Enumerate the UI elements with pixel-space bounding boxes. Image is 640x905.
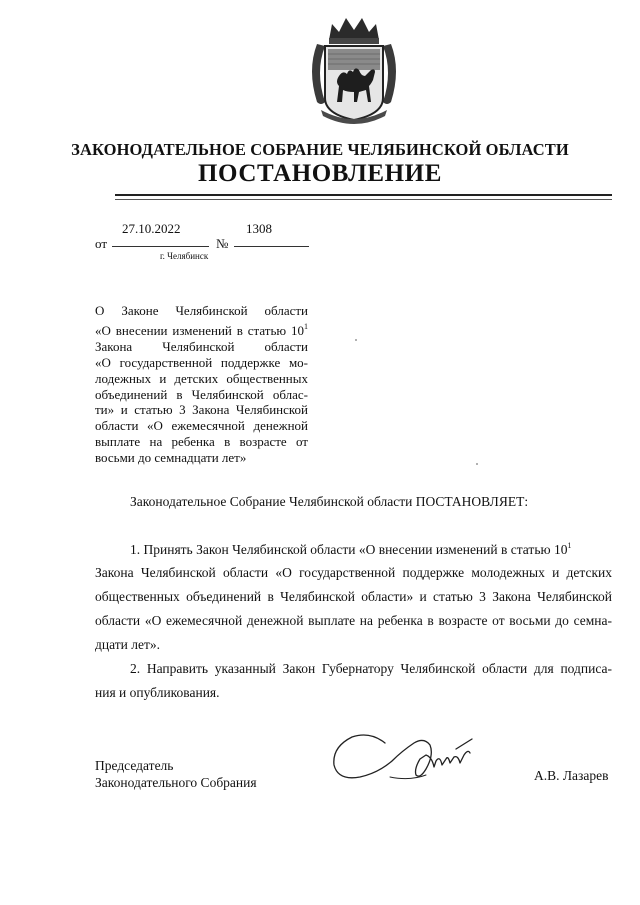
signatory-title [95, 757, 257, 791]
from-label: от [95, 236, 108, 251]
subject-line: «О внесении изменений в статью $10^1$ [95, 321, 308, 338]
handwritten-signature [330, 725, 480, 790]
scan-speck [355, 339, 357, 341]
coat-of-arms-emblem [299, 10, 409, 128]
item1-line: Закона Челябинской области «О государственной поддержке молодежных и детских [95, 565, 612, 580]
document-number: 1308 [246, 221, 272, 236]
item2-line: 2. Направить указанный Закон Губернатору Челябинской области для подписа- [130, 661, 612, 676]
item2-line: ния и опубликования. [95, 685, 220, 700]
subject-line: объединений в Челябинской облас- [95, 386, 308, 402]
signatory-title-line: Законодательного Собрания [95, 775, 257, 790]
signatory-name: А.В. Лазарев [534, 768, 609, 783]
document-date: 27.10.2022 [122, 221, 181, 236]
subject-block [95, 303, 308, 466]
subject-line: лодежных и детских общественных [95, 370, 308, 386]
number-underline [234, 246, 309, 247]
city-label: г. Челябинск [160, 251, 209, 261]
subject-line: области «О ежемесячной денежной [95, 418, 308, 434]
subject-line: «О государственной поддержке мо- [95, 354, 308, 370]
signatory-title-line: Председатель [95, 758, 174, 773]
subject-line: ти» и статью 3 Закона Челябинской [95, 402, 308, 418]
header-rule-thin [115, 199, 612, 200]
resolution-intro: Законодательное Собрание Челябинской области ПОСТАНОВЛЯЕТ: [130, 494, 529, 509]
item1-line: общественных объединений в Челябинской области» и статью 3 Закона Челябинской [95, 589, 612, 604]
number-label: № [216, 236, 229, 251]
item1-line: 1. Принять Закон Челябинской области «О внесении изменений в статью $10^1$ [130, 541, 572, 557]
scan-speck [476, 463, 478, 465]
item1-line: области «О ежемесячной денежной выплате на ребенка в возрасте от восьми до семна- [95, 613, 612, 628]
subject-line: восьми до семнадцати лет» [95, 450, 247, 466]
subject-line: О Законе Челябинской области [95, 303, 308, 318]
subject-line: выплате на ребенка в возрасте от [95, 434, 308, 450]
date-underline [112, 246, 209, 247]
document-type-title: ПОСТАНОВЛЕНИЕ [197, 160, 443, 187]
header-rule-thick [115, 194, 612, 196]
subject-line: Закона Челябинской области [95, 338, 308, 354]
organization-name: ЗАКОНОДАТЕЛЬНОЕ СОБРАНИЕ ЧЕЛЯБИНСКОЙ ОБЛАСТИ [71, 140, 569, 159]
item1-line: дцати лет». [95, 637, 160, 652]
